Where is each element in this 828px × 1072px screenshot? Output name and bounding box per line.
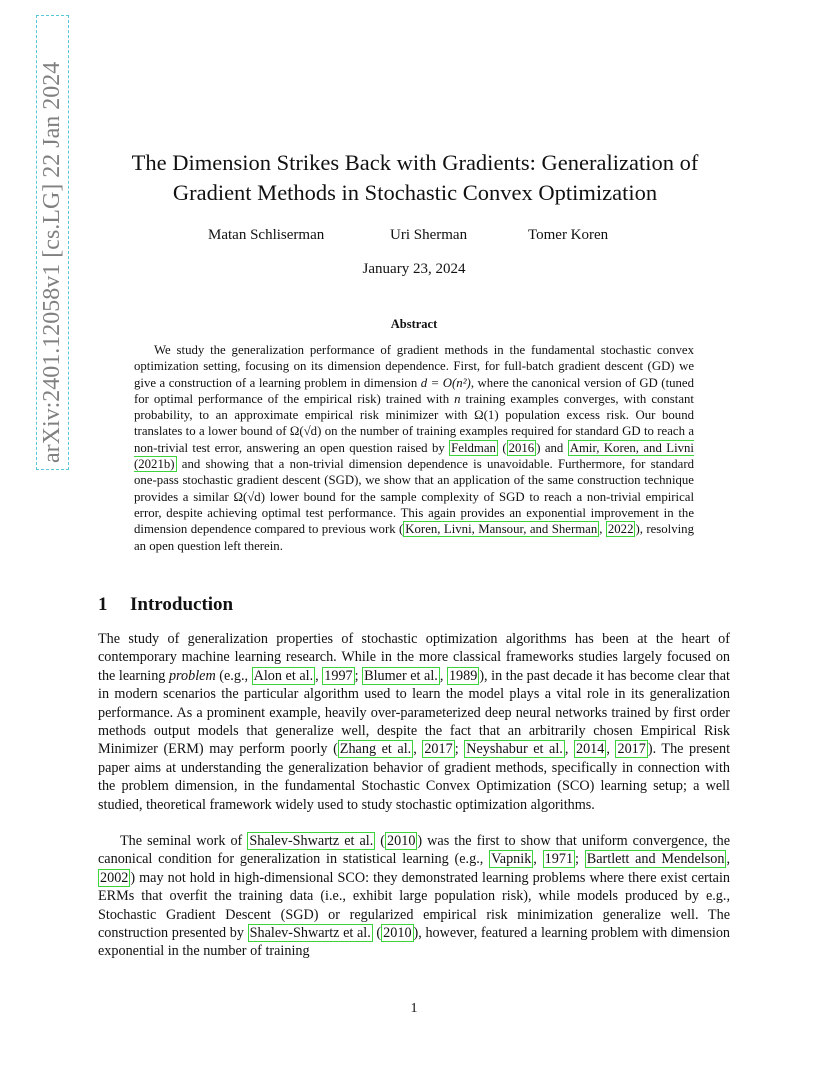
- citation-link[interactable]: 1971: [544, 851, 574, 868]
- section-title: Introduction: [130, 594, 234, 615]
- abstract-heading: Abstract: [390, 317, 438, 331]
- citation-link[interactable]: 2014: [575, 741, 605, 758]
- citation-link[interactable]: Shalev-Shwartz et al.: [249, 833, 374, 849]
- citation-link[interactable]: Blumer et al.: [364, 667, 438, 684]
- math-expression: n: [454, 391, 461, 406]
- citation-link[interactable]: 2010: [387, 833, 416, 849]
- citation-link[interactable]: Amir, Koren, and Livni (2021b): [134, 440, 694, 472]
- citation-link[interactable]: 1989: [448, 667, 478, 684]
- citation-link[interactable]: Koren, Livni, Mansour, and Sherman: [405, 522, 598, 537]
- citation-link[interactable]: Alon et al.: [253, 667, 314, 684]
- page-number: 1: [410, 1001, 418, 1016]
- author-name: Uri Sherman: [390, 227, 468, 243]
- citation-link[interactable]: Shalev-Shwartz et al.: [249, 925, 371, 942]
- author-name: Matan Schliserman: [208, 227, 325, 243]
- citation-link[interactable]: 2002: [100, 869, 129, 886]
- citation-link[interactable]: 2017: [617, 741, 646, 758]
- citation-link[interactable]: Vapnik: [491, 851, 532, 868]
- paper-title: The Dimension Strikes Back with Gradients: Generalization of Gradient Methods in Stochastic Convex Optimization: [131, 150, 699, 205]
- paper-date: January 23, 2024: [362, 261, 466, 277]
- citation-link[interactable]: 2010: [383, 925, 412, 942]
- citation-link[interactable]: 2017: [424, 741, 453, 758]
- math-expression: Ω(√d): [289, 424, 322, 439]
- arxiv-identifier[interactable]: arXiv:2401.12058v1 [cs.LG] 22 Jan 2024: [36, 15, 69, 470]
- math-expression: Ω(1): [474, 408, 499, 423]
- abstract-text: We study the generalization performance of gradient methods in the fundamental stochastic convex optimization setting, focusing on its dimension dependence. First, for full-batch gradient descent (GD) we give a construction of a learning problem in dimension d = O(n²), where the canonical version of GD (tuned for optimal performance of the empirical risk) trained with n training examples converges, with constant probability, to an approximate empirical risk minimizer with Ω(1) population excess risk. Our bound translates to a lower bound of Ω(√d) on the number of training examples required for standard GD to reach a non-trivial test error, answering an open question raised by Feldman ( 2016 ) and Amir, Koren, and Livni (2021b) and showing that a non-trivial dimension dependence is unavoidable. Furthermore, for standard one-pass stochastic gradient descent (SGD), we show that an application of the same construction technique provides a similar Ω(√d) lower bound for the sample complexity of SGD to reach a non-trivial empirical error, despite achieving optimal test performance. This again provides an exponential improvement in the dimension dependence compared to previous work ( Koren, Livni, Mansour, and Sherman , 2022 ), resolving an open question left therein.: [134, 343, 695, 553]
- citation-link[interactable]: 2022: [607, 522, 634, 537]
- citation-link[interactable]: 2016: [508, 440, 535, 455]
- citation-link[interactable]: Zhang et al.: [339, 741, 412, 758]
- math-expression: d = O(n²): [420, 375, 471, 390]
- citation-link[interactable]: 1997: [324, 667, 353, 684]
- section-number: 1: [98, 594, 108, 615]
- math-expression: Ω(√d): [233, 489, 265, 504]
- citation-link[interactable]: Feldman: [451, 440, 496, 455]
- citation-link[interactable]: Bartlett and Mendelson: [586, 851, 725, 868]
- citation-link[interactable]: Neyshabur et al.: [466, 741, 563, 758]
- intro-paragraph-1: The study of generalization properties of stochastic optimization algorithms has been at the heart of contemporary machine learning research. While in the more classical frameworks studies largely focused on the learning problem (e.g., Alon et al. , 1997 ; Blumer et al. , 1989 ), in the past decade it has become clear that in modern scenarios the particular algorithm used to learn the model plays a vital role in its generalization performance. As a prominent example, heavily over-parameterized deep neural networks trained by first order methods output models that generalize well, despite the fact that an arbitrarily chosen Empirical Risk Minimizer (ERM) may perform poorly ( Zhang et al. , 2017 ; Neyshabur et al. , 2014 , 2017 ). The present paper aims at understanding the generalization behavior of gradient methods, specifically in connection with the problem dimension, in the fundamental Stochastic Convex Optimization (SCO) learning setup; a well studied, theoretical framework widely used to study stochastic optimization algorithms.: [98, 631, 731, 813]
- intro-paragraph-2: The seminal work of Shalev-Shwartz et al. ( 2010 ) was the first to show that uniform convergence, the canonical condition for generalization in statistical learning (e.g., Vapnik , 1971 ; Bartlett and Mendelson , 2002 ) may not hold in high-dimensional SCO: they demonstrated learning problems where there exist certain ERMs that overfit the training data (i.e., exhibit large population risk), while models produced by e.g., Stochastic Gradient Descent (SGD) or regularized empirical risk minimization generalize well. The construction presented by Shalev-Shwartz et al. ( 2010 ), however, featured a learning problem with dimension exponential in the number of training: [98, 833, 731, 960]
- section-heading: [98, 594, 233, 616]
- author-name: Tomer Koren: [528, 227, 609, 243]
